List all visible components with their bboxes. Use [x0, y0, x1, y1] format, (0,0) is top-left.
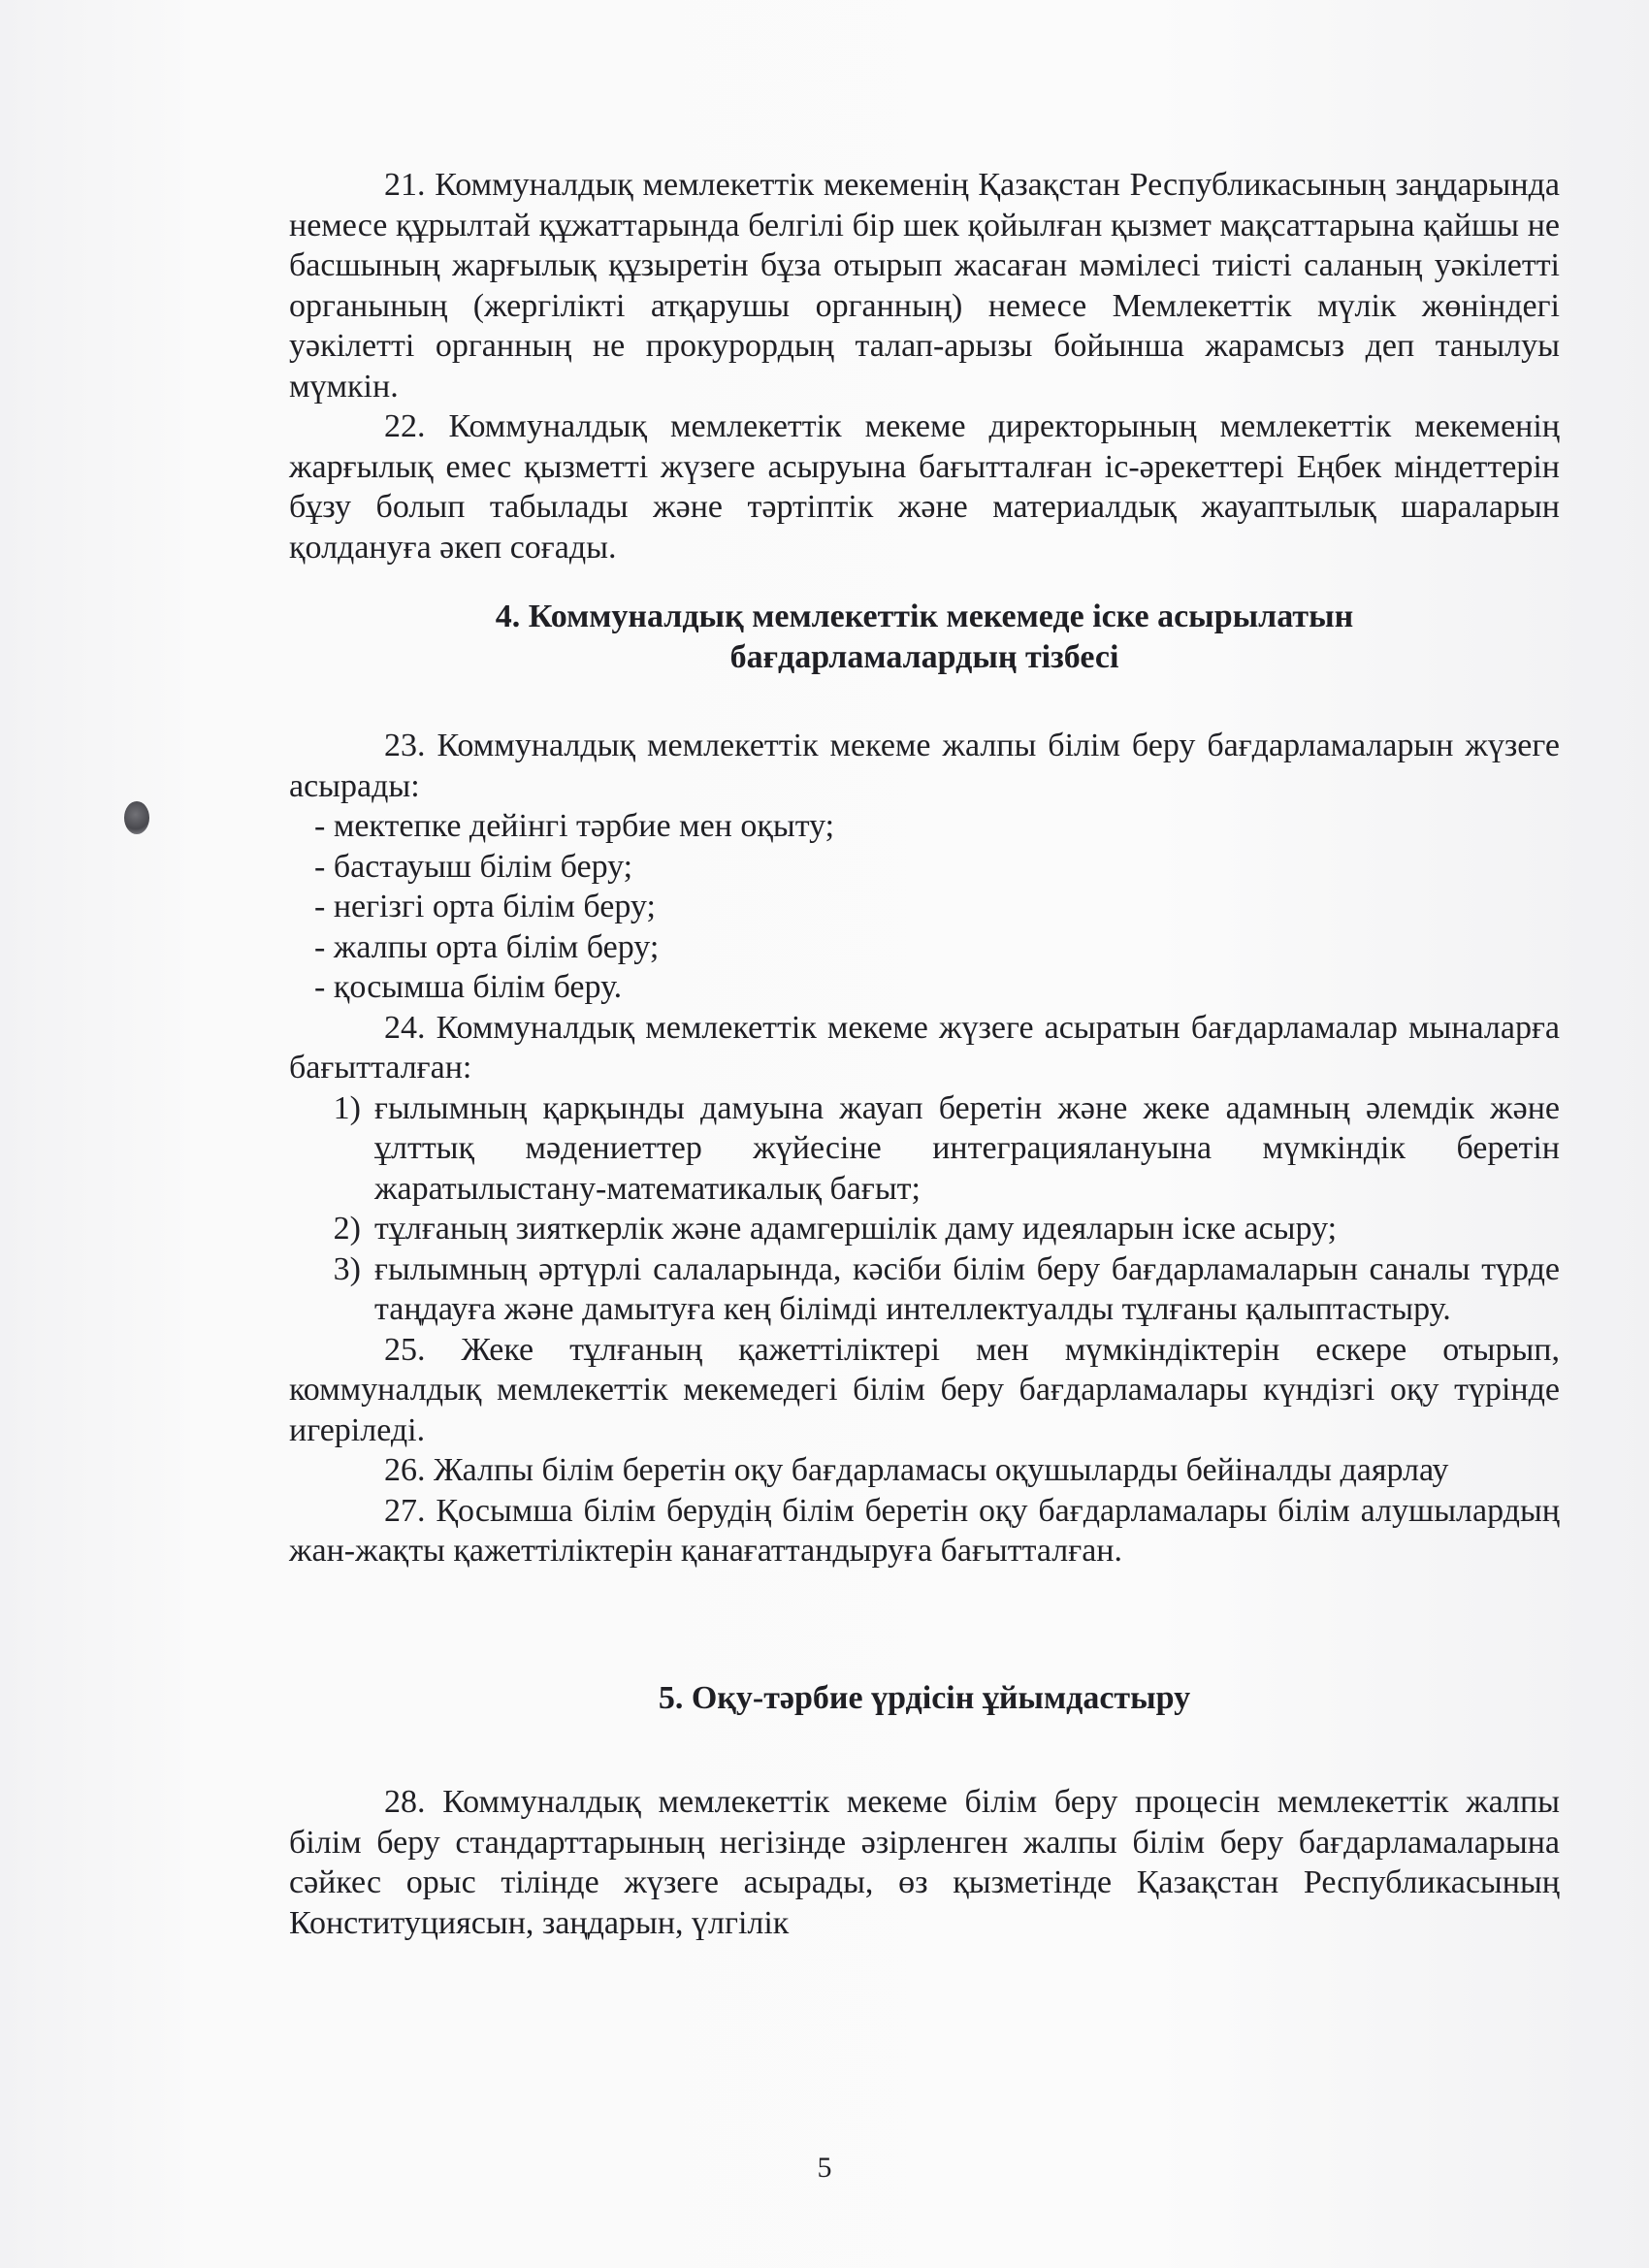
paragraph-23: 23. Коммуналдық мемлекеттік мекеме жалпы білім беру бағдарламаларын жүзеге асырады:: [289, 728, 1560, 804]
dash-list-item: - жалпы орта білім беру;: [314, 928, 660, 965]
dash-list-item: - бастауыш білім беру;: [314, 848, 633, 885]
paragraph-28: 28. Коммуналдық мемлекеттік мекеме білім беру процесін мемлекеттік жалпы білім беру стандарттарының негізінде әзірленген жалпы білім беру бағдарламаларына сәйкес орыс тілінде жүзеге асырады, өз қызметінде Қазақстан Республикасының Конституциясын, заңдарын, үлгілік: [289, 1784, 1560, 1941]
paragraph-24: 24. Коммуналдық мемлекеттік мекеме жүзеге асыратын бағдарламалар мыналарға бағытталған:: [289, 1009, 1560, 1085]
list-item-number: 2): [333, 1211, 361, 1247]
section-4-heading: [289, 597, 1560, 677]
list-item-number: 1): [333, 1089, 361, 1126]
section-5-heading: 5. Оқу-тәрбие үрдісін ұйымдастыру: [658, 1679, 1191, 1716]
numbered-list-item: [289, 1088, 1560, 1210]
dash-list-item: - негізгі орта білім беру;: [314, 889, 656, 924]
paragraph-25: 25. Жеке тұлғаның қажеттіліктері мен мүмкіндіктерін ескере отырып, коммуналдық мемлекеттік мекемедегі білім беру бағдарламалары күндізгі оқу түрінде игеріледі.: [289, 1331, 1560, 1448]
section-4-title-line-1: 4. Коммуналдық мемлекеттік мекемеде іске асырылатын: [495, 599, 1354, 634]
list-item-text: ғылымның әртүрлі салаларында, кәсіби білім беру бағдарламаларын саналы түрде таңдауға және дамытуға кең білімді интеллектуалды тұлғаны қалыптастыру.: [374, 1250, 1560, 1327]
punch-hole-mark: [124, 801, 149, 834]
dash-list-item: - қосымша білім беру.: [314, 969, 623, 1005]
page-number: 5: [817, 2152, 832, 2184]
section-4-title-line-2: бағдарламалардың тізбесі: [729, 638, 1119, 675]
paragraph-26: 26. Жалпы білім беретін оқу бағдарламасы оқушыларды бейіналды даярлау: [384, 1452, 1449, 1488]
list-item-text: тұлғаның зияткерлік және адамгершілік даму идеяларын іске асыру;: [374, 1211, 1338, 1247]
program-direction-list: [289, 1088, 1560, 1330]
paragraph-21: 21. Коммуналдық мемлекеттік мекеменің Қазақстан Республикасының заңдарында немесе құрылтай құжаттарында белгілі бір шек қойылған қызмет мақсаттарына қайшы не басшының жарғылық құзыретін бұза отырып жасаған мәмілесі тиісті саланың уәкілетті органының (жергілікті атқарушы органның) немесе Мемлекеттік мүлік жөніндегі уәкілетті органның не прокурордың талап-арызы бойынша жарамсыз деп танылуы мүмкін.: [289, 167, 1560, 405]
list-item-text: ғылымның қарқынды дамуына жауап беретін және жеке адамның әлемдік және ұлттық мәдениеттер жүйесіне интеграциялануына мүмкіндік беретін жаратылыстану-математикалық бағыт;: [374, 1089, 1560, 1207]
dash-list-item: - мектепке дейінгі тәрбие мен оқыту;: [314, 808, 835, 844]
program-dash-list: [289, 806, 1560, 1008]
numbered-list-item: [289, 1209, 1560, 1249]
list-item-number: 3): [333, 1250, 361, 1287]
paragraph-22: 22. Коммуналдық мемлекеттік мекеме директорының мемлекеттік мекеменің жарғылық емес қызметті жүзеге асыруына бағытталған іс-әрекеттері Еңбек міндеттерін бұзу болып табылады және тәртіптік және материалдық жауаптылық шараларын қолдануға әкеп соғады.: [289, 408, 1560, 566]
paragraph-27: 27. Қосымша білім берудің білім беретін оқу бағдарламалары білім алушылардың жан-жақты қажеттіліктерін қанағаттандыруға бағытталған.: [289, 1492, 1560, 1569]
document-body: [289, 165, 1560, 1943]
numbered-list-item: [289, 1249, 1560, 1330]
